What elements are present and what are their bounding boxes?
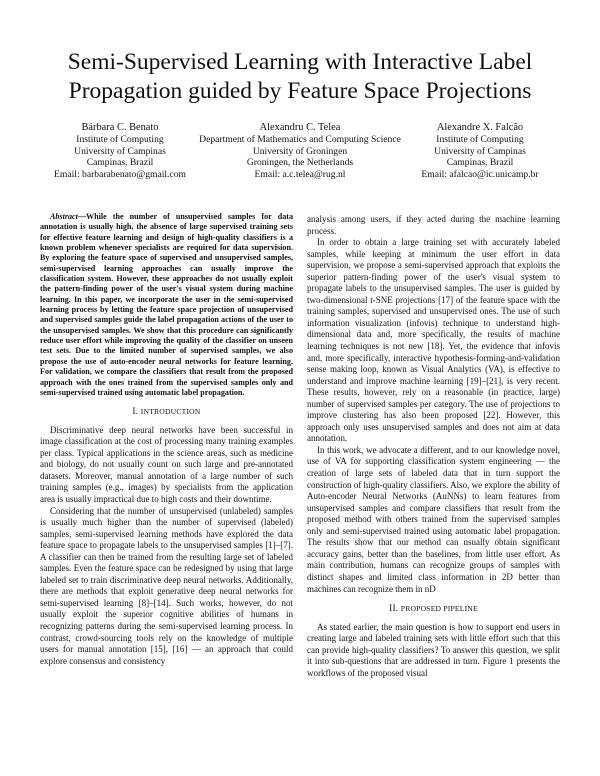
author-affiliation: Department of Mathematics and Computing Science bbox=[199, 134, 401, 145]
section-number: I. bbox=[132, 407, 141, 418]
paragraph: In this work, we advocate a different, and to our knowledge novel, use of VA for supporting classification system engineering — the creation of large sets of labeled data that in turn support the construction of high-quality classifiers. Also, we explore the ability of Auto-encoder Neural Networks (AuNNs) to learn features from unsupervised samples and compare classifiers that result from the proposed method with others trained from the supervised samples only and semi-supervised trained using automatic label propagation. The results show that our method can usually obtain significant accuracy gains, better than the baselines, from little user effort. As main contribution, humans can recognize groups of samples with distinct shapes and limited class information in 2D better than machines can recognize them in nD bbox=[307, 444, 560, 594]
author-name: Bárbara C. Benato bbox=[81, 122, 159, 133]
author-affiliation: Campinas, Brazil bbox=[86, 157, 154, 169]
paragraph: Considering that the number of unsupervised (unlabeled) samples is usually much higher than the number of supervised (labeled) samples, semi-supervised learning methods have explored the data feature space to propagate labels to the unsupervised samples [1]–[7]. A classifier can then be trained from the resulting large set of labeled samples. Even the feature space can be redesigned by using that large labeled set to train discriminative deep neural networks. Additionally, there are methods that exploit generative deep neural networks for semi-supervised learning [8]–[14]. Such works, however, do not usually exploit the superior cognitive abilities of humans in recognizing patterns during the semi-supervised learning process. In contrast, crowd-sourcing tools rely on the knowledge of multiple users for manual annotation [15], [16] — an approach that could explore consensus and consistency bbox=[40, 505, 293, 666]
paper-title bbox=[40, 48, 560, 106]
left-column bbox=[40, 212, 293, 667]
abstract bbox=[40, 212, 293, 398]
section-heading-introduction bbox=[40, 406, 293, 419]
paragraph: As stated earlier, the main question is how to support end users in creating large and labeled training sets with little effort such that this can provide high-quality classifiers? To answer this question, we split it into sub-questions that are addressed in turn. Figure 1 presents the workflows of the proposed visual bbox=[307, 621, 560, 678]
section-title: INTRODUCTION bbox=[140, 407, 201, 417]
author-affiliation: Groningen, the Netherlands bbox=[246, 157, 354, 169]
paragraph: Discriminative deep neural networks have been successful in image classification at the cost of processing many training examples per class. Typical applications in the science areas, such as medicine and biology, do not usually count on such large and pre-annotated datasets. Moreover, manual annotation of a large number of such training samples (e.g., images) by specialists from the application area is usually impractical due to high costs and their downtime. bbox=[40, 424, 293, 505]
author-name: Alexandru C. Telea bbox=[259, 122, 341, 133]
paragraph: analysis among users, if they acted during the machine learning process. bbox=[307, 214, 560, 236]
author-affiliation: Institute of Computing bbox=[436, 134, 524, 145]
author-affiliation: Institute of Computing bbox=[76, 134, 164, 145]
title-line-1: Semi-Supervised Learning with Interactive Label bbox=[67, 49, 533, 75]
section-heading-proposed-pipeline bbox=[307, 603, 560, 616]
author-affiliation: University of Groningen bbox=[252, 145, 348, 157]
author-affiliation: University of Campinas bbox=[434, 145, 526, 157]
author-affiliation: Campinas, Brazil bbox=[446, 157, 514, 169]
abstract-label: Abstract bbox=[50, 212, 78, 221]
abstract-text: —While the number of unsupervised samples for data annotation is usually high, the absence of large supervised training sets for effective feature learning and design of high-quality classifiers is a known problem whenever specialists are required for data supervision. By exploring the feature space of supervised and unsupervised samples, semi-supervised learning approaches can usually improve the classification system. However, these approaches do not usually exploit the pattern-finding power of the user's visual system during machine learning. In this paper, we incorporate the user in the semi-supervised learning process by letting the feature space projection of unsupervised and supervised samples guide the label propagation actions of the user to the unsupervised samples. We show that this procedure can significantly reduce user effort while improving the quality of the classifier on unseen test sets. Due to the limited number of supervised samples, we also propose the use of auto-encoder neural networks for feature learning. For validation, we compare the classifiers that result from the proposed approach with the ones trained from the supervised samples only and semi-supervised trained using automatic label propagation. bbox=[40, 212, 293, 397]
paragraph: In order to obtain a large training set with accurately labeled samples, while keeping at minimum the user effort in data supervision, we propose a semi-supervised approach that exploits the superior pattern-finding power of the user's visual system to propagate labels to the unsupervised samples. The user is guided by two-dimensional t-SNE projections [17] of the feature space with the training samples, supervised and unsupervised ones. The use of such information visualization (infovis) technique to understand high-dimensional data and, more specifically, the results of machine learning techniques is not new [18]. Yet, the evidence that infovis and, more specifically, interactive hypothesis-forming-and-validation sense making loop, known as Visual Analytics (VA), is effective to understand and improve machine learning [19]–[21], is very recent. These results, however, rely on a reasonable (in practice, large) number of supervised samples per category. The use of projections to improve clustering has also been proposed [22]. However, this approach only uses unsupervised samples and does not aim at data annotation. bbox=[307, 237, 560, 444]
right-column bbox=[307, 214, 560, 679]
author-affiliation: University of Campinas bbox=[74, 145, 166, 157]
author-telea bbox=[195, 122, 405, 181]
author-falcao bbox=[400, 122, 560, 181]
author-email: Email: afalcao@ic.unicamp.br bbox=[421, 169, 539, 181]
author-block bbox=[40, 122, 560, 192]
section-number: II. bbox=[389, 604, 401, 615]
author-email: Email: barbarabenato@gmail.com bbox=[54, 169, 186, 181]
author-benato bbox=[40, 122, 200, 181]
section-title: PROPOSED PIPELINE bbox=[400, 604, 478, 614]
author-name: Alexandre X. Falcão bbox=[436, 122, 524, 133]
title-line-2: Propagation guided by Feature Space Projections bbox=[68, 78, 532, 104]
author-email: Email: a.c.telea@rug.nl bbox=[254, 169, 346, 181]
